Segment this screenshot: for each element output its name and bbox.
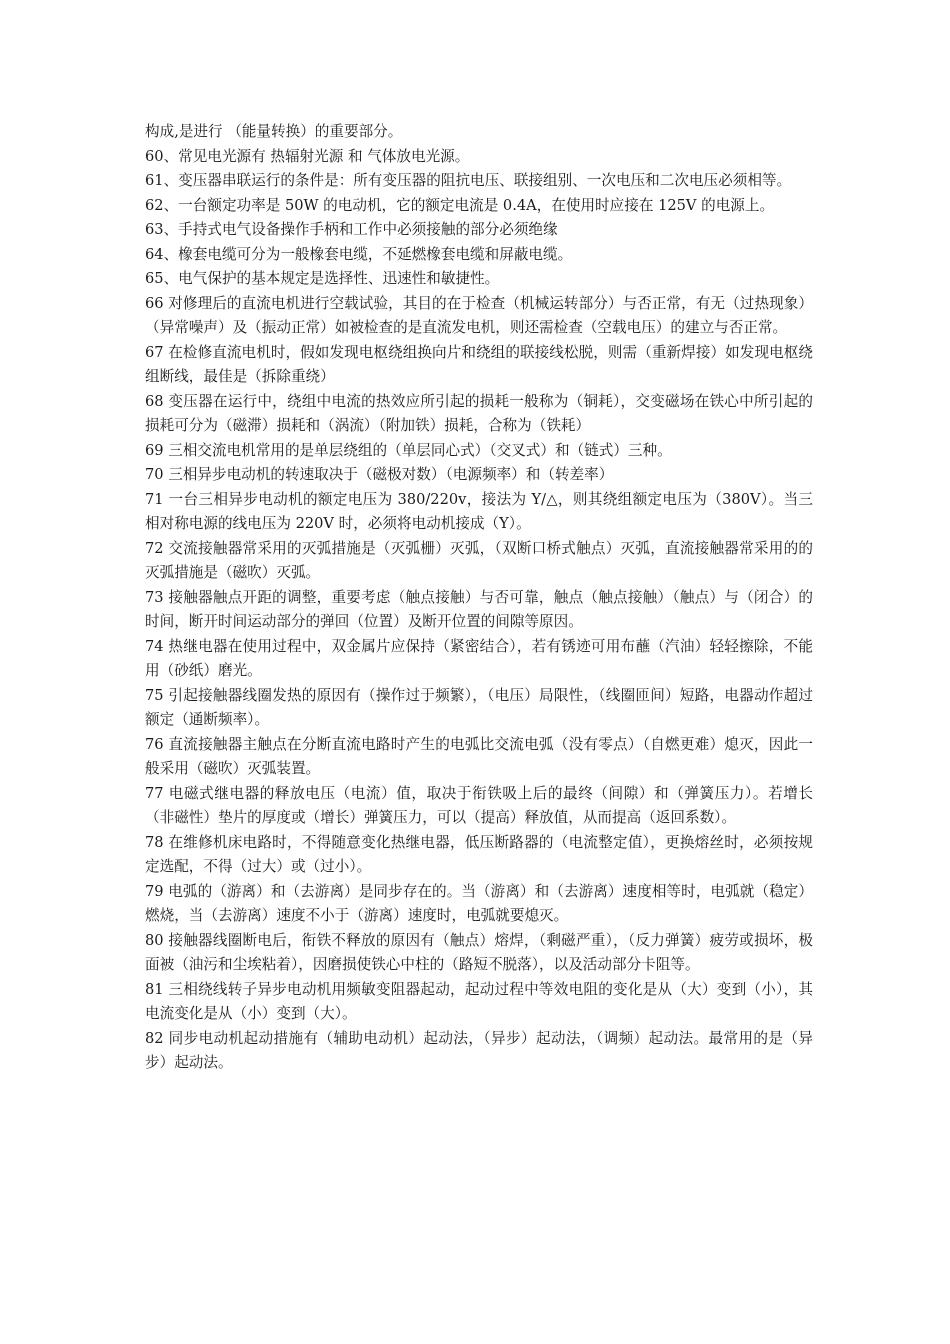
paragraph-68: 68 变压器在运行中，绕组中电流的热效应所引起的损耗一般称为（铜耗），交变磁场在铁心中所引起的损耗可分为（磁滞）损耗和（涡流）（附加铁）损耗，合称为（铁耗） [145, 392, 813, 434]
paragraph-81: 81 三相绕线转子异步电动机用频敏变阻器起动，起动过程中等效电阻的变化是从（大）变到（小），其电流变化是从（小）变到（大）。 [145, 980, 813, 1022]
paragraph-72: 72 交流接触器常采用的灭弧措施是（灭弧栅）灭弧，（双断口桥式触点）灭弧，直流接触器常采用的的灭弧措施是（磁吹）灭弧。 [145, 539, 813, 581]
paragraph-79: 79 电弧的（游离）和（去游离）是同步存在的。当（游离）和（去游离）速度相等时，电弧就（稳定）燃烧，当（去游离）速度不小于（游离）速度时，电弧就要熄灭。 [145, 882, 813, 924]
paragraph-82: 82 同步电动机起动措施有（辅助电动机）起动法，（异步）起动法，（调频）起动法。最常用的是（异步）起动法。 [145, 1029, 813, 1071]
paragraph-73: 73 接触器触点开距的调整，重要考虑（触点接触）与否可靠，触点（触点接触）（触点）与（闭合）的时间，断开时间运动部分的弹回（位置）及断开位置的间隙等原因。 [145, 588, 813, 630]
paragraph-75: 75 引起接触器线圈发热的原因有（操作过于频繁），（电压）局限性，（线圈匝间）短路，电器动作超过额定（通断频率）。 [145, 686, 813, 728]
paragraph-62: 62、一台额定功率是 50W 的电动机，它的额定电流是 0.4A，在使用时应接在 125V 的电源上。 [145, 196, 775, 214]
document-body [145, 120, 813, 1076]
paragraph-61: 61、变压器串联运行的条件是：所有变压器的阻抗电压、联接组别、一次电压和二次电压必须相等。 [145, 172, 792, 189]
paragraph-78: 78 在维修机床电路时，不得随意变化热继电器，低压断路器的（电流整定值），更换熔丝时，必须按规定选配，不得（过大）或（过小）。 [145, 833, 813, 875]
paragraph-70: 70 三相异步电动机的转速取决于（磁极对数）（电源频率）和（转差率） [145, 466, 614, 483]
paragraph-60: 60、常见电光源有 热辐射光源 和 气体放电光源。 [145, 147, 470, 165]
paragraph-77: 77 电磁式继电器的释放电压（电流）值，取决于衔铁吸上后的最终（间隙）和（弹簧压力）。若增长（非磁性）垫片的厚度或（增长）弹簧压力，可以（提高）释放值，从而提高（返回系数）。 [145, 784, 813, 826]
paragraph-71: 71 一台三相异步电动机的额定电压为 380/220v，接法为 Y/△，则其绕组额定电压为（380V）。当三相对称电源的线电压为 220V 时，必须将电动机接成（Y）。 [145, 490, 813, 532]
paragraph-65: 65、电气保护的基本规定是选择性、迅速性和敏捷性。 [145, 270, 500, 287]
paragraph-64: 64、橡套电缆可分为一般橡套电缆，不延燃橡套电缆和屏蔽电缆。 [145, 245, 573, 263]
paragraph-69: 69 三相交流电机常用的是单层绕组的（单层同心式）（交叉式）和（链式）三种。 [145, 441, 672, 459]
paragraph-66: 66 对修理后的直流电机进行空载试验，其目的在于检查（机械运转部分）与否正常，有无（过热现象）（异常噪声）及（振动正常）如被检查的是直流发电机，则还需检查（空载电压）的建立与否正常。 [145, 294, 813, 336]
paragraph-74: 74 热继电器在使用过程中，双金属片应保持（紧密结合），若有锈迹可用布蘸（汽油）轻轻擦除，不能用（砂纸）磨光。 [145, 637, 813, 679]
paragraph-76: 76 直流接触器主触点在分断直流电路时产生的电弧比交流电弧（没有零点）（自燃更难）熄灭，因此一般采用（磁吹）灭弧装置。 [145, 735, 813, 777]
paragraph-63: 63、手持式电气设备操作手柄和工作中必须接触的部分必须绝缘 [145, 221, 558, 238]
paragraph-67: 67 在检修直流电机时，假如发现电枢绕组换向片和绕组的联接线松脱，则需（重新焊接）如发现电枢绕组断线，最佳是（拆除重绕） [145, 343, 813, 385]
paragraph-80: 80 接触器线圈断电后，衔铁不释放的原因有（触点）熔焊，（剩磁严重），（反力弹簧）疲劳或损坏，极面被（油污和尘埃粘着），因磨损使铁心中柱的（路短不脱落），以及活动部分卡阻等。 [145, 931, 813, 973]
paragraph-continuation: 构成,是进行 （能量转换）的重要部分。 [145, 123, 403, 140]
